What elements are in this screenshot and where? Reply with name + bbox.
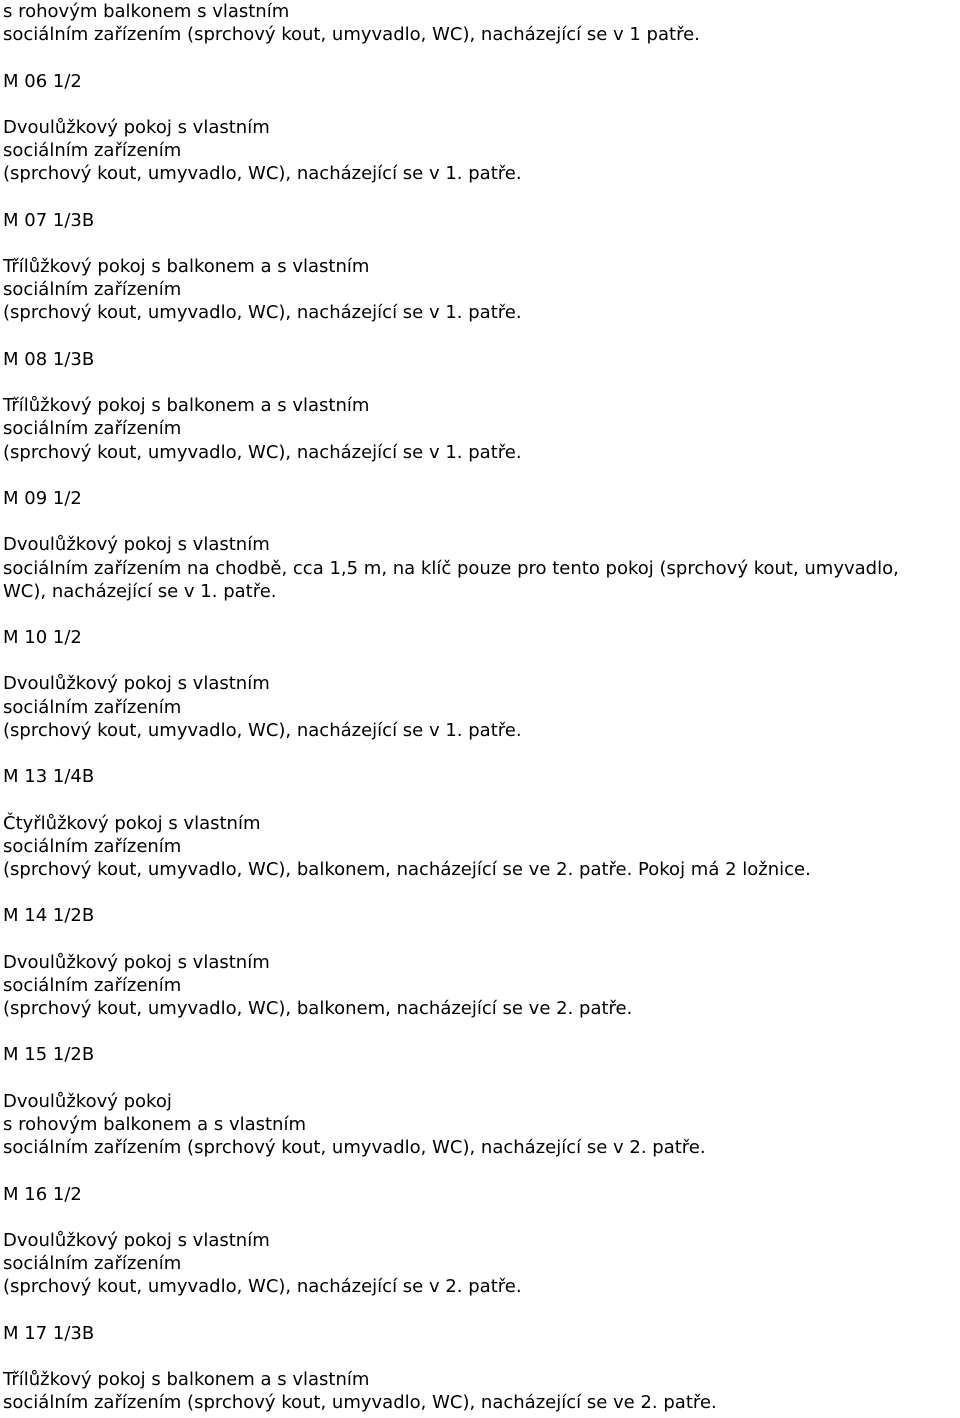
room-description-line: sociálním zařízením: [3, 279, 182, 301]
room-description-line: sociálním zařízením: [3, 835, 182, 857]
room-description-line: Dvoulůžkový pokoj s vlastním: [3, 116, 270, 138]
intro-line: sociálním zařízením (sprchový kout, umyvadlo, WC), nacházející se v 1 patře.: [3, 24, 700, 46]
room-description-line: sociálním zařízením (sprchový kout, umyvadlo, WC), nacházející se ve 2. patře.: [3, 1392, 717, 1414]
room-entry-m08: [3, 348, 958, 464]
room-description-line: sociálním zařízením na chodbě, cca 1,5 m, na klíč pouze pro tento pokoj (sprchový kout, umyvadlo,: [3, 557, 899, 579]
room-description-line: (sprchový kout, umyvadlo, WC), nacházející se v 1. patře.: [3, 719, 522, 741]
room-entry-m14: [3, 904, 958, 1020]
room-code: M 14 1/2B: [3, 905, 95, 927]
room-code: M 08 1/3B: [3, 348, 95, 370]
room-entry-m15: [3, 1043, 958, 1159]
room-code: M 17 1/3B: [3, 1322, 95, 1344]
room-entry-m06: [3, 70, 958, 186]
room-description-line: WC), nacházející se v 1. patře.: [3, 580, 277, 602]
room-description-line: (sprchový kout, umyvadlo, WC), nacházející se v 1. patře.: [3, 302, 522, 324]
room-description-line: Dvoulůžkový pokoj s vlastním: [3, 673, 270, 695]
room-entry-m13: [3, 765, 958, 881]
room-description-line: Čtyřlůžkový pokoj s vlastním: [3, 812, 261, 834]
room-code: M 10 1/2: [3, 627, 82, 649]
room-entry-m17: [3, 1322, 958, 1415]
room-code: M 16 1/2: [3, 1183, 82, 1205]
room-description-line: Dvoulůžkový pokoj s vlastním: [3, 1229, 270, 1251]
room-description-line: s rohovým balkonem a s vlastním: [3, 1114, 307, 1135]
room-entry-m07: [3, 209, 958, 325]
room-description-line: Třílůžkový pokoj s balkonem a s vlastním: [3, 1369, 370, 1391]
room-description-line: sociálním zařízením: [3, 1253, 182, 1275]
room-description-line: (sprchový kout, umyvadlo, WC), nacházející se v 1. patře.: [3, 441, 522, 463]
room-description-line: sociálním zařízením: [3, 418, 182, 440]
room-description-line: (sprchový kout, umyvadlo, WC), nacházející se v 2. patře.: [3, 1276, 522, 1298]
room-description-line: (sprchový kout, umyvadlo, WC), balkonem, nacházející se ve 2. patře.: [3, 998, 633, 1020]
room-code: M 07 1/3B: [3, 209, 95, 231]
room-description-line: sociálním zařízením: [3, 974, 182, 996]
room-description-line: (sprchový kout, umyvadlo, WC), balkonem, nacházející se ve 2. patře. Pokoj má 2 ložnice.: [3, 858, 811, 880]
room-description-line: Třílůžkový pokoj s balkonem a s vlastním: [3, 395, 370, 417]
document-body: [3, 0, 958, 1414]
room-entry-m16: [3, 1183, 958, 1299]
room-description-line: Dvoulůžkový pokoj s vlastním: [3, 534, 270, 556]
room-code: M 13 1/4B: [3, 766, 95, 788]
room-description-line: sociálním zařízením: [3, 696, 182, 718]
room-description-line: Třílůžkový pokoj s balkonem a s vlastním: [3, 256, 370, 278]
room-description-line: sociálním zařízením: [3, 140, 182, 162]
room-description-line: sociálním zařízením (sprchový kout, umyvadlo, WC), nacházející se v 2. patře.: [3, 1137, 706, 1159]
room-entry-m09: [3, 487, 958, 603]
room-code: M 15 1/2B: [3, 1044, 95, 1066]
intro-line: s rohovým balkonem s vlastním: [3, 1, 290, 22]
room-description-line: (sprchový kout, umyvadlo, WC), nacházející se v 1. patře.: [3, 163, 522, 185]
room-description-line: Dvoulůžkový pokoj s vlastním: [3, 951, 270, 973]
room-code: M 06 1/2: [3, 70, 82, 92]
room-code: M 09 1/2: [3, 487, 82, 509]
room-entry-m10: [3, 626, 958, 742]
intro-block: [3, 0, 958, 46]
room-description-line: Dvoulůžkový pokoj: [3, 1090, 172, 1112]
